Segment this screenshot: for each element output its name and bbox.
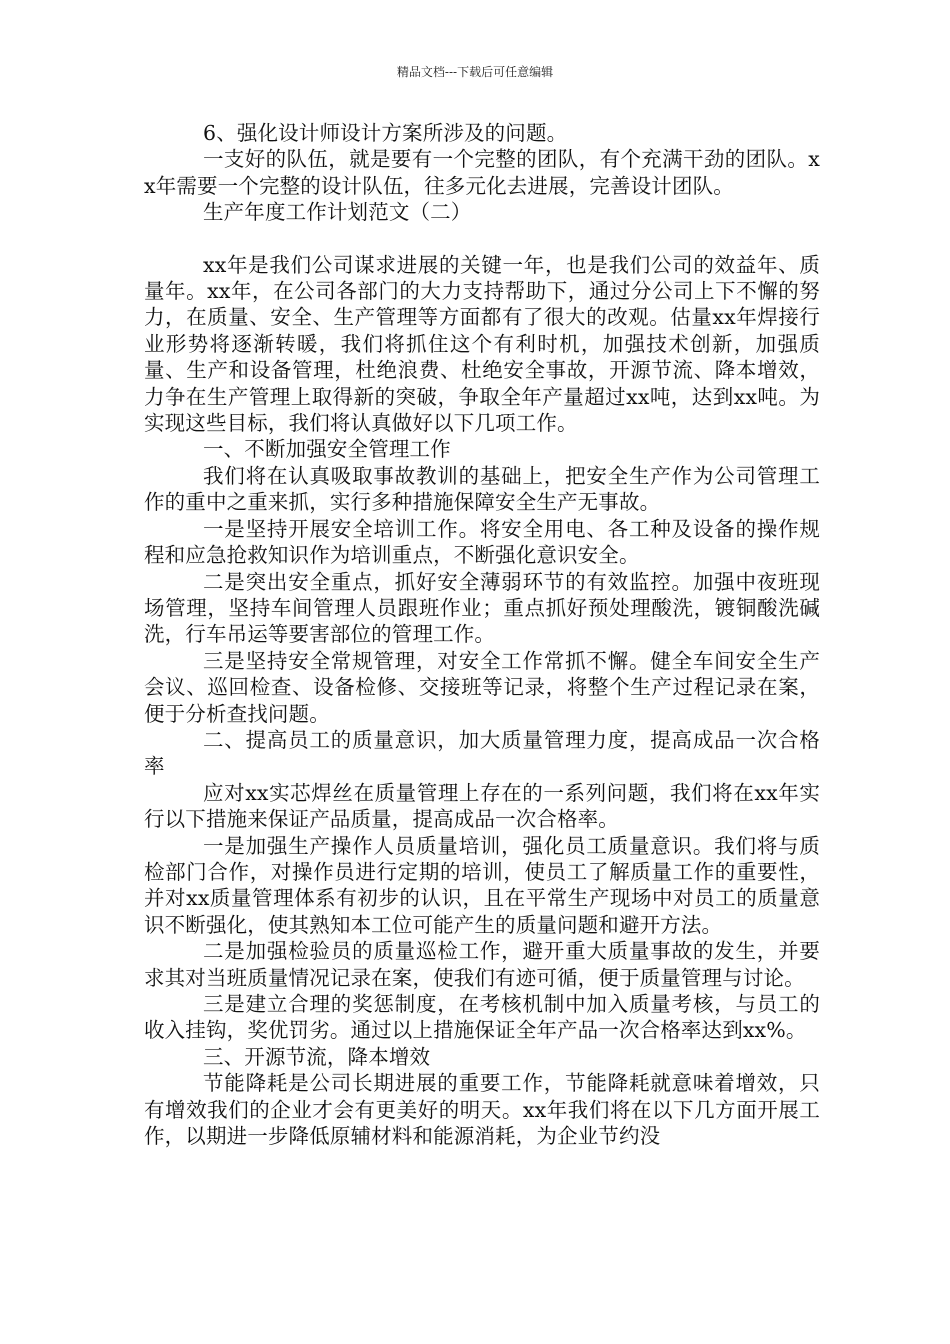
heading-safety: 一、不断加强安全管理工作 <box>203 437 451 462</box>
paragraph-safety-1: 一是坚持开展安全培训工作。将安全用电、各工种及设备的操作规程和应急抢救知识作为培训重点，不断强化意识安全。 <box>144 516 820 568</box>
section-title-plan-2: 生产年度工作计划范文（二） <box>203 200 472 225</box>
paragraph-intro: xx年是我们公司谋求进展的关键一年，也是我们公司的效益年、质量年。xx年，在公司各部门的大力支持帮助下，通过分公司上下不懈的努力，在质量、安全、生产管理等方面都有了很大的改观。估量xx年焊接行业形势将逐渐转暖，我们将抓住这个有利时机，加强技术创新，加强质量、生产和设备管理，杜绝浪费、杜绝安全事故，开源节流、降本增效，力争在生产管理上取得新的突破，争取全年产量超过xx吨，达到xx吨。为实现这些目标，我们将认真做好以下几项工作。 <box>144 252 820 436</box>
paragraph-item-6: 6、强化设计师设计方案所涉及的问题。 <box>203 121 568 145</box>
heading-quality: 二、提高员工的质量意识，加大质量管理力度，提高成品一次合格率 <box>144 727 820 779</box>
paragraph-safety-2: 二是突出安全重点，抓好安全薄弱环节的有效监控。加强中夜班现场管理，坚持车间管理人员跟班作业；重点抓好预处理酸洗，镀铜酸洗碱洗，行车吊运等要害部位的管理工作。 <box>144 569 820 647</box>
paragraph-quality-3: 三是建立合理的奖惩制度，在考核机制中加入质量考核，与员工的收入挂钩，奖优罚劣。通过以上措施保证全年产品一次合格率达到xx%。 <box>144 992 820 1043</box>
paragraph-team: 一支好的队伍，就是要有一个完整的团队，有个充满干劲的团队。xx年需要一个完整的设计队伍，往多元化去进展，完善设计团队。 <box>144 147 820 198</box>
paragraph-quality-2: 二是加强检验员的质量巡检工作，避开重大质量事故的发生，并要求其对当班质量情况记录在案，使我们有迹可循，便于质量管理与讨论。 <box>144 939 820 990</box>
heading-cost: 三、开源节流，降本增效 <box>203 1044 431 1069</box>
paragraph-quality-1: 一是加强生产操作人员质量培训，强化员工质量意识。我们将与质检部门合作，对操作员进行定期的培训，使员工了解质量工作的重要性，并对xx质量管理体系有初步的认识，且在平常生产现场中对员工的质量意识不断强化，使其熟知本工位可能产生的质量问题和避开方法。 <box>144 833 820 937</box>
paragraph-safety-intro: 我们将在认真吸取事故教训的基础上，把安全生产作为公司管理工作的重中之重来抓，实行多种措施保障安全生产无事故。 <box>144 463 820 515</box>
paragraph-safety-3: 三是坚持安全常规管理，对安全工作常抓不懈。健全车间安全生产会议、巡回检查、设备检修、交接班等记录，将整个生产过程记录在案，便于分析查找问题。 <box>144 648 820 726</box>
paragraph-cost-intro: 节能降耗是公司长期进展的重要工作，节能降耗就意味着增效，只有增效我们的企业才会有更美好的明天。xx年我们将在以下几方面开展工作，以期进一步降低原辅材料和能源消耗，为企业节约没 <box>144 1071 820 1149</box>
blank-line <box>144 226 820 252</box>
paragraph-quality-intro: 应对xx实芯焊丝在质量管理上存在的一系列问题，我们将在xx年实行以下措施来保证产品质量，提高成品一次合格率。 <box>144 780 820 832</box>
page-header: 精品文档---下载后可任意编辑 <box>396 65 554 79</box>
document-body <box>144 120 820 1149</box>
